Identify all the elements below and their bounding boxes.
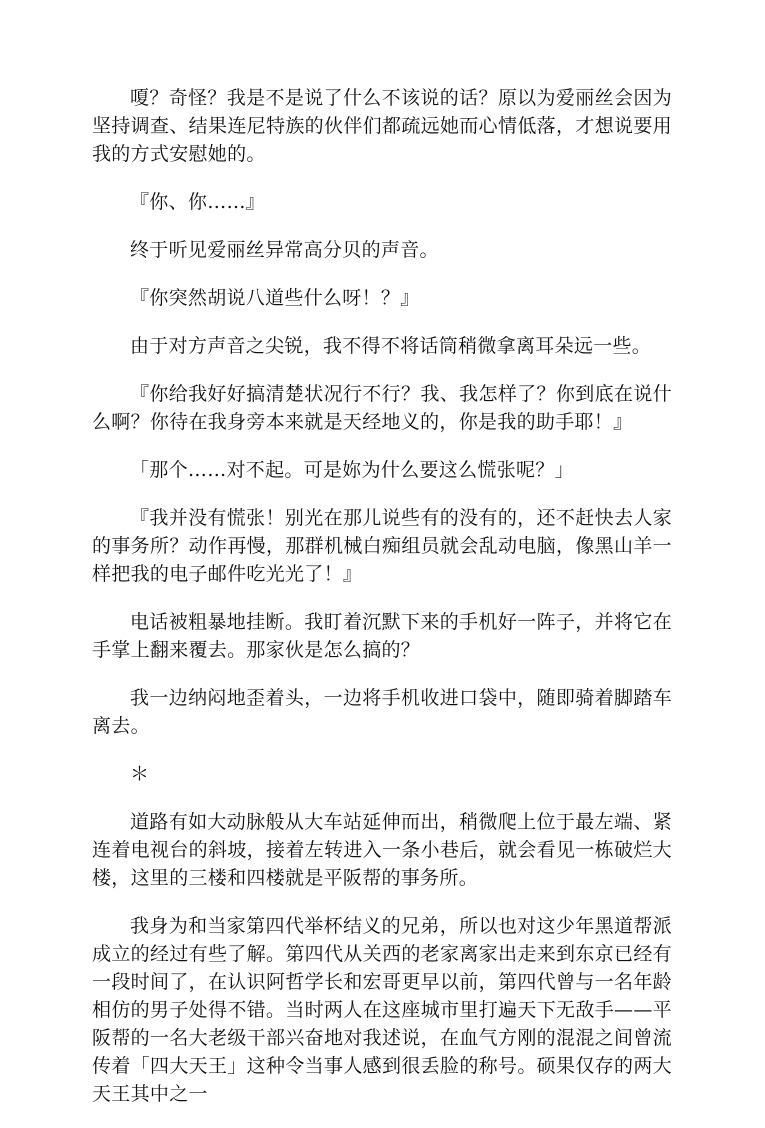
paragraph: 终于听见爱丽丝异常高分贝的声音。 <box>130 239 439 261</box>
paragraph: 我一边纳闷地歪着头，一边将手机收进口袋中，随即骑着脚踏车离去。 <box>92 687 672 737</box>
paragraph: 『我并没有慌张！别光在那儿说些有的没有的，还不赶快去人家的事务所？动作再慢，那群机械白痴组员就会乱动电脑，像黑山羊一样把我的电子邮件吃光光了！』 <box>92 507 672 585</box>
paragraph: 电话被粗暴地挂断。我盯着沉默下来的手机好一阵子，并将它在手掌上翻来覆去。那家伙是怎么搞的？ <box>92 611 672 661</box>
paragraph: 嗄？奇怪？我是不是说了什么不该说的话？原以为爱丽丝会因为坚持调查、结果连尼特族的伙伴们都疏远她而心情低落，才想说要用我的方式安慰她的。 <box>92 87 672 165</box>
paragraph: 『你给我好好搞清楚状况行不行？我、我怎样了？你到底在说什么啊？你待在我身旁本来就是天经地义的，你是我的助手耶！』 <box>92 383 672 433</box>
paragraph: 『你、你……』 <box>130 191 266 213</box>
paragraph: 由于对方声音之尖锐，我不得不将话筒稍微拿离耳朵远一些。 <box>130 335 652 357</box>
book-page <box>92 84 672 1128</box>
scene-separator: ＊ <box>130 763 150 785</box>
paragraph: 「那个……对不起。可是妳为什么要这么慌张呢？」 <box>130 459 574 481</box>
paragraph: 『你突然胡说八道些什么呀！？』 <box>130 287 420 309</box>
paragraph: 我身为和当家第四代举杯结义的兄弟，所以也对这少年黑道帮派成立的经过有些了解。第四代从关西的老家离家出走来到东京已经有一段时间了，在认识阿哲学长和宏哥更早以前，第四代曾与一名年龄相仿的男子处得不错。当时两人在这座城市里打遍天下无敌手——平阪帮的一名大老级干部兴奋地对我述说，在血气方刚的混混之间曾流传着「四大天王」这种令当事人感到很丢脸的称号。硕果仅存的两大天王其中之一 <box>92 915 672 1105</box>
paragraph: 道路有如大动脉般从大车站延伸而出，稍微爬上位于最左端、紧连着电视台的斜坡，接着左转进入一条小巷后，就会看见一栋破烂大楼，这里的三楼和四楼就是平阪帮的事务所。 <box>92 811 672 889</box>
